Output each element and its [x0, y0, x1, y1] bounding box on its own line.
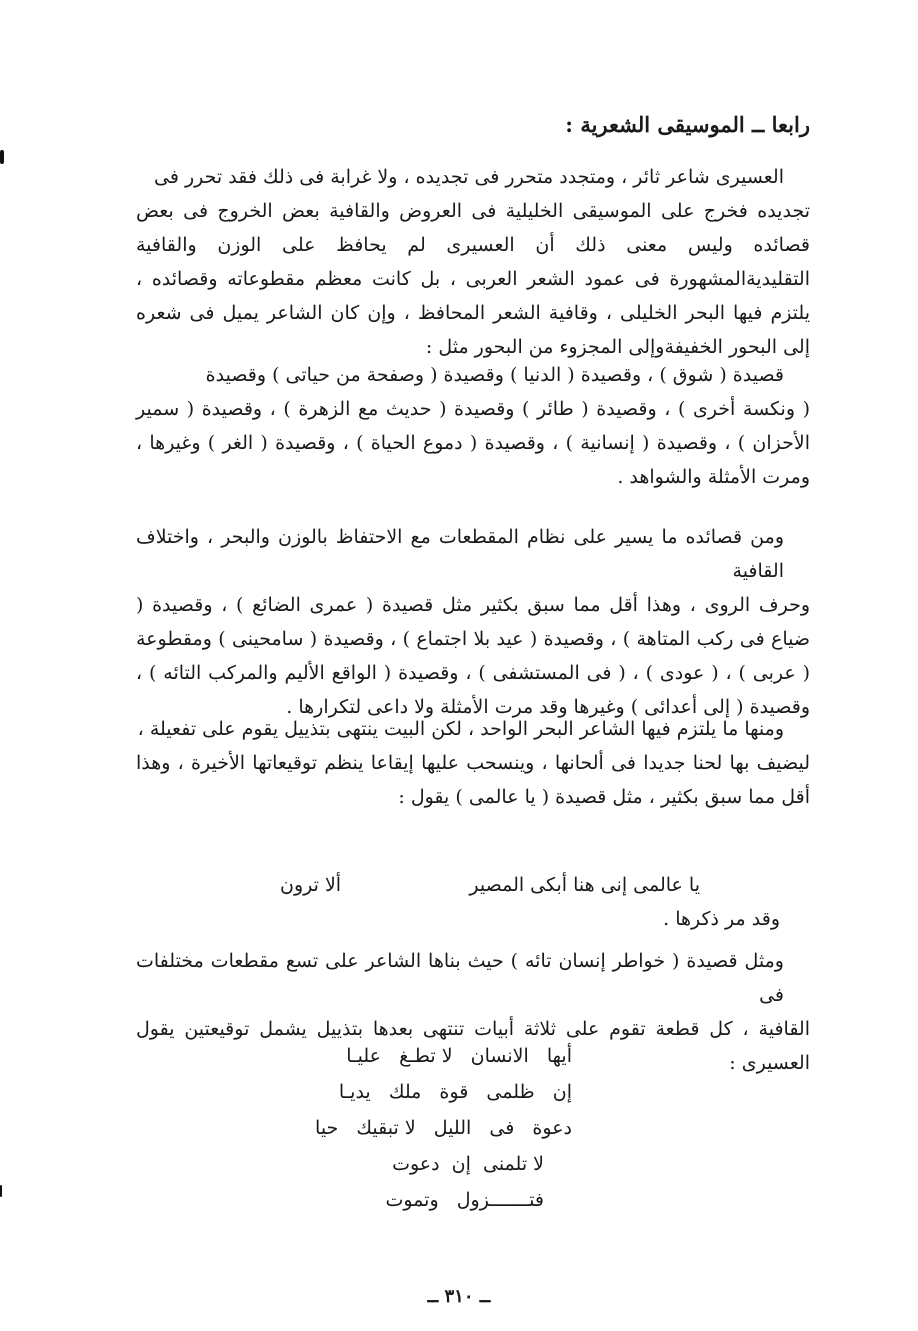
- paragraph-first-line: ومنها ما يلتزم فيها الشاعر البحر الواحد ، لكن البيت ينتهى بتذييل يقوم على تفعيلة ،: [137, 718, 784, 740]
- poem-line: دعوة فى الليل لا تبقيك حيا: [315, 1117, 572, 1139]
- paragraph-body: القافية ، كل قطعة تقوم على ثلاثة أبيات تنتهى بعدها بتذييل يشمل توقيعتين يقول العسيرى :: [136, 1018, 810, 1074]
- verse-note: وقد مر ذكرها .: [663, 908, 780, 930]
- scan-artifact-mark: [0, 150, 4, 164]
- paragraph-first-line: العسيرى شاعر ثائر ، ومتجدد متحرر فى تجديده ، ولا غرابة فى ذلك فقد تحرر فى: [154, 166, 784, 188]
- paragraph: [136, 712, 810, 814]
- paragraph: [136, 358, 810, 494]
- poem-line: لا تلمنى إن دعوت: [392, 1153, 544, 1175]
- poem-block: [315, 1038, 572, 1218]
- verse-hemistich-left: ألا ترون: [280, 874, 342, 896]
- paragraph-first-line: ومثل قصيدة ( خواطر إنسان تائه ) حيث بناها الشاعر على تسع مقطعات مختلفات فى: [136, 950, 784, 1006]
- paragraph-first-line: قصيدة ( شوق ) ، وقصيدة ( الدنيا ) وقصيدة ( وصفحة من حياتى ) وقصيدة: [205, 364, 784, 386]
- poem-line: إن ظلمى قوة ملك يديـا: [338, 1081, 572, 1103]
- verse-line: [280, 868, 700, 902]
- paragraph-body: ( ونكسة أخرى ) ، وقصيدة ( طائر ) وقصيدة ( حديث مع الزهرة ) ، وقصيدة ( سمير الأحزان ) ، وقصيدة ( إنسانية ) ، وقصيدة ( دموع الحياة ) ، وقصيدة ( الغر ) وغيرها ، ومرت الأمثلة والشواهد .: [136, 398, 810, 488]
- poem-line: فتـــــــزول وتموت: [385, 1189, 544, 1211]
- page-number: ــ ٣١٠ ــ: [427, 1286, 491, 1307]
- paragraph-body: ليضيف بها لحنا جديدا فى ألحانها ، وينسحب عليها إيقاعا ينظم توقيعاتها الأخيرة ، وهذا أقل مما سبق بكثير ، مثل قصيدة ( يا عالمى ) يقول :: [136, 752, 810, 808]
- paragraph-first-line: ومن قصائده ما يسير على نظام المقطعات مع الاحتفاظ بالوزن والبحر ، واختلاف القافية: [136, 526, 784, 582]
- paragraph-body: تجديده فخرج على الموسيقى الخليلية فى العروض والقافية بعض الخروج فى بعض قصائده وليس معنى ذلك أن العسيرى لم يحافظ على الوزن والقافية التقليديةالمشهورة فى عمود الشعر العربى ، بل كانت معظم مقطوعاته وقصائده ، يلتزم فيها البحر الخليلى ، وقافية الشعر المحافظ ، وإن كان الشاعر يميل فى شعره إلى البحور الخفيفةوإلى المجزوء من البحور مثل :: [136, 200, 810, 358]
- section-heading: رابعا ــ الموسيقى الشعرية :: [565, 112, 810, 137]
- paragraph: [136, 520, 810, 724]
- verse-hemistich-right: يا عالمى إنى هنا أبكى المصير: [469, 874, 700, 896]
- poem-line: أيها الانسان لا تطـغ عليـا: [346, 1045, 572, 1067]
- paragraph-body: وحرف الروى ، وهذا أقل مما سبق بكثير مثل قصيدة ( عمرى الضائع ) ، وقصيدة ( ضياع فى ركب المتاهة ) ، وقصيدة ( عيد بلا اجتماع ) ، وقصيدة ( سامحينى ) ومقطوعة ( عربى ) ، ( عودى ) ، ( فى المستشفى ) ، وقصيدة ( الواقع الأليم والمركب التائه ) ، وقصيدة ( إلى أعدائى ) وغيرها وقد مرت الأمثلة ولا داعى لتكرارها .: [136, 594, 810, 718]
- scan-artifact-mark: [0, 1185, 2, 1197]
- paragraph: [136, 160, 810, 364]
